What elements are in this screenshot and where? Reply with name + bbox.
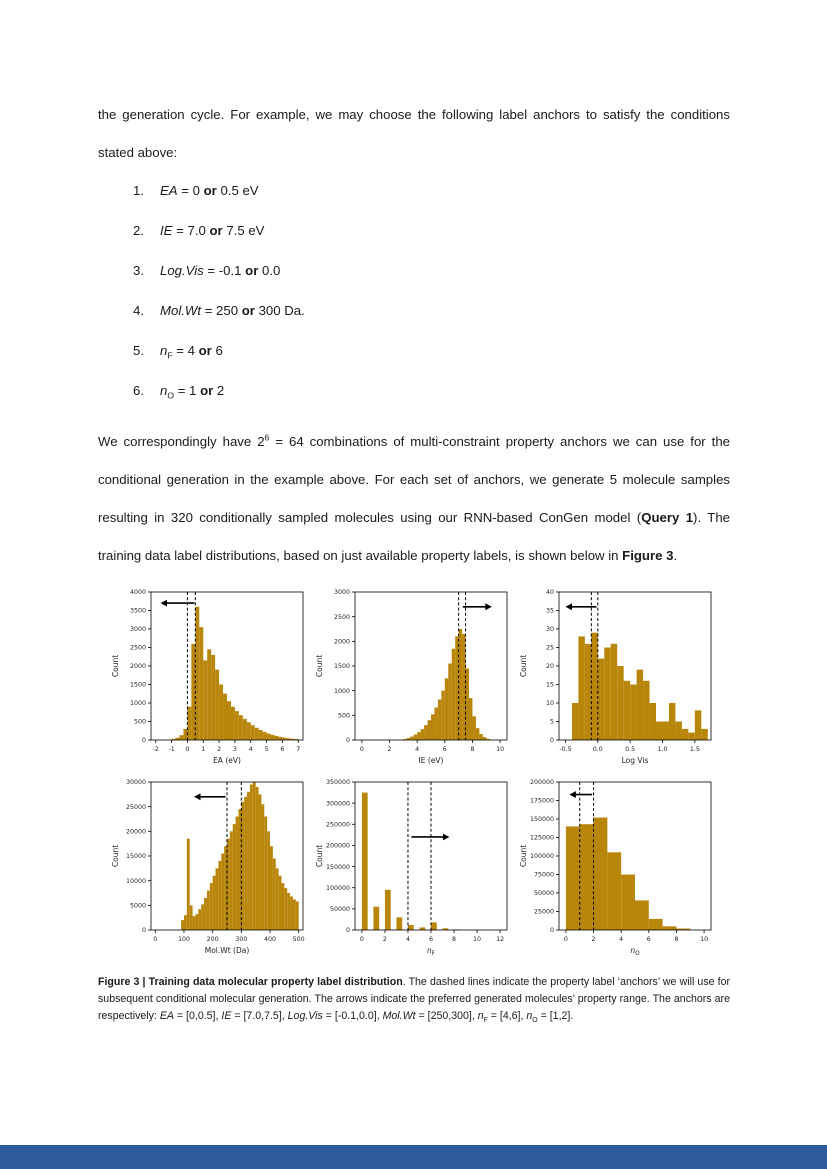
svg-text:6: 6 [428, 935, 434, 943]
svg-text:0.0: 0.0 [592, 745, 603, 753]
list-item [133, 223, 730, 240]
svg-text:2500: 2500 [333, 613, 350, 621]
svg-text:15000: 15000 [125, 852, 146, 860]
svg-text:4000: 4000 [129, 588, 146, 596]
histogram-logvis [517, 582, 719, 770]
list-number: 4. [133, 302, 144, 318]
list-text: $n_O = 1$ or 2 [160, 382, 225, 401]
svg-text:15: 15 [545, 681, 554, 689]
svg-text:EA (eV): EA (eV) [213, 755, 241, 765]
svg-text:150000: 150000 [529, 815, 554, 823]
svg-text:500: 500 [292, 935, 305, 943]
list-number: 5. [133, 342, 144, 358]
paragraph-intro: the generation cycle. For example, we may choose the following label anchors to satisfy the conditions stated above: [98, 107, 730, 161]
svg-text:Count: Count [519, 654, 528, 677]
svg-text:3000: 3000 [129, 625, 146, 633]
list-item [133, 263, 730, 280]
svg-text:500: 500 [337, 712, 350, 720]
list-number: 1. [133, 182, 144, 198]
svg-text:20000: 20000 [125, 828, 146, 836]
svg-text:20: 20 [545, 662, 554, 670]
page-content [98, 96, 730, 1025]
svg-text:75000: 75000 [533, 871, 554, 879]
svg-text:10: 10 [700, 935, 709, 943]
svg-text:175000: 175000 [529, 797, 554, 805]
svg-text:10: 10 [496, 745, 505, 753]
svg-text:400: 400 [264, 935, 277, 943]
svg-text:150000: 150000 [325, 863, 350, 871]
svg-text:5000: 5000 [129, 902, 146, 910]
svg-text:8: 8 [470, 745, 475, 753]
svg-text:2: 2 [217, 745, 222, 753]
list-text: Mol.Wt = 250 or 300 Da. [160, 302, 305, 318]
svg-text:0: 0 [141, 736, 146, 744]
svg-text:10: 10 [473, 935, 482, 943]
svg-text:Count: Count [315, 654, 324, 677]
svg-text:1: 1 [201, 745, 206, 753]
histogram-ea [109, 582, 311, 770]
svg-text:25: 25 [545, 644, 554, 652]
svg-text:7: 7 [296, 745, 301, 753]
svg-text:1000: 1000 [333, 687, 350, 695]
svg-text:6: 6 [442, 745, 447, 753]
list-item [133, 343, 730, 360]
svg-text:-0.5: -0.5 [559, 745, 572, 753]
svg-text:300: 300 [235, 935, 248, 943]
paragraph-combinations: We correspondingly have $2^6 = 64$ combinations of multi-constraint property anchors we can use for the conditional generation in the example above. For each set of anchors, we generate 5 molecule samples resulting in 320 conditionally sampled molecules using our RNN-based ConGen model (Query 1). The training data label distributions, based on just available property labels, is shown below in Figure 3. [98, 432, 730, 564]
list-text: Log.Vis = -0.1 or 0.0 [160, 262, 281, 278]
list-number: 2. [133, 222, 144, 238]
list-text: IE = 7.0 or 7.5 eV [160, 222, 265, 238]
svg-text:IE (eV): IE (eV) [418, 755, 444, 765]
svg-text:4: 4 [619, 935, 624, 943]
list-text: $n_F = 4$ or 6 [160, 342, 223, 361]
histogram-nf [313, 772, 515, 960]
svg-text:2: 2 [382, 935, 387, 943]
svg-text:250000: 250000 [325, 821, 350, 829]
svg-text:30000: 30000 [125, 778, 146, 786]
anchor-list [98, 183, 730, 400]
svg-text:3500: 3500 [129, 607, 146, 615]
svg-text:0: 0 [345, 926, 350, 934]
list-item [133, 383, 730, 400]
figure-caption: Figure 3 | Training data molecular property label distribution. The dashed lines indicate the property label ‘anchors’ we will use for subsequent conditional molecular generation. The arrows indicate the preferred generated molecules’ property range. The anchors are respectively: EA = [0,0.5], IE = [7.0,7.5], Log.Vis = [-0.1,0.0], Mol.Wt = [250,300], $n_F = [4,6]$, $n_O = [1,2]$. [98, 975, 731, 1025]
svg-text:50000: 50000 [533, 889, 554, 897]
svg-text:2: 2 [591, 935, 596, 943]
svg-text:100000: 100000 [325, 884, 350, 892]
list-number: 6. [133, 382, 144, 398]
figure-3-histogram-grid [98, 582, 730, 960]
svg-text:30: 30 [545, 625, 554, 633]
svg-text:300000: 300000 [325, 800, 350, 808]
svg-text:25000: 25000 [125, 803, 146, 811]
svg-text:35: 35 [545, 607, 554, 615]
svg-text:Count: Count [519, 844, 528, 867]
histogram-ie [313, 582, 515, 770]
svg-text:nO: $n_O$ [630, 945, 640, 957]
svg-text:100000: 100000 [529, 852, 554, 860]
svg-text:Log Vis: Log Vis [621, 755, 649, 765]
list-number: 3. [133, 262, 144, 278]
svg-text:500: 500 [133, 718, 146, 726]
svg-text:nF: $n_F$ [426, 945, 436, 957]
svg-text:100: 100 [177, 935, 190, 943]
svg-text:Count: Count [111, 654, 120, 677]
svg-text:2000: 2000 [333, 638, 350, 646]
svg-text:200000: 200000 [529, 778, 554, 786]
svg-text:200: 200 [206, 935, 219, 943]
svg-text:-1: -1 [168, 745, 175, 753]
list-item [133, 303, 730, 320]
svg-text:4: 4 [415, 745, 420, 753]
svg-text:0: 0 [549, 926, 554, 934]
svg-text:1000: 1000 [129, 699, 146, 707]
svg-text:10: 10 [545, 699, 554, 707]
list-item [133, 183, 730, 200]
svg-text:10000: 10000 [125, 877, 146, 885]
svg-text:40: 40 [545, 588, 554, 596]
svg-text:3000: 3000 [333, 588, 350, 596]
svg-text:0: 0 [563, 935, 568, 943]
svg-text:6: 6 [280, 745, 285, 753]
svg-text:2: 2 [387, 745, 392, 753]
svg-text:3: 3 [232, 745, 237, 753]
histogram-no [517, 772, 719, 960]
svg-text:350000: 350000 [325, 778, 350, 786]
footer-band [0, 1145, 827, 1169]
svg-text:1.0: 1.0 [657, 745, 668, 753]
svg-text:25000: 25000 [533, 908, 554, 916]
svg-text:1500: 1500 [333, 662, 350, 670]
svg-text:Count: Count [111, 844, 120, 867]
svg-text:0: 0 [153, 935, 158, 943]
svg-text:50000: 50000 [329, 905, 350, 913]
svg-text:Mol.Wt (Da): Mol.Wt (Da) [204, 945, 250, 955]
svg-text:0: 0 [185, 745, 190, 753]
svg-text:Count: Count [315, 844, 324, 867]
svg-text:-2: -2 [152, 745, 159, 753]
svg-text:12: 12 [496, 935, 505, 943]
svg-text:125000: 125000 [529, 834, 554, 842]
svg-text:8: 8 [674, 935, 679, 943]
svg-text:4: 4 [248, 745, 253, 753]
svg-text:8: 8 [452, 935, 457, 943]
svg-text:1.5: 1.5 [689, 745, 700, 753]
svg-text:200000: 200000 [325, 842, 350, 850]
svg-text:0: 0 [359, 745, 364, 753]
svg-text:1500: 1500 [129, 681, 146, 689]
list-text: EA = 0 or 0.5 eV [160, 182, 259, 198]
svg-text:5: 5 [549, 718, 554, 726]
svg-text:0: 0 [359, 935, 364, 943]
svg-text:0: 0 [549, 736, 554, 744]
svg-text:2500: 2500 [129, 644, 146, 652]
svg-text:0: 0 [345, 736, 350, 744]
svg-text:5: 5 [264, 745, 269, 753]
svg-text:0: 0 [141, 926, 146, 934]
histogram-molwt [109, 772, 311, 960]
svg-text:6: 6 [646, 935, 651, 943]
svg-text:4: 4 [405, 935, 410, 943]
svg-text:2000: 2000 [129, 662, 146, 670]
svg-text:0.5: 0.5 [625, 745, 636, 753]
